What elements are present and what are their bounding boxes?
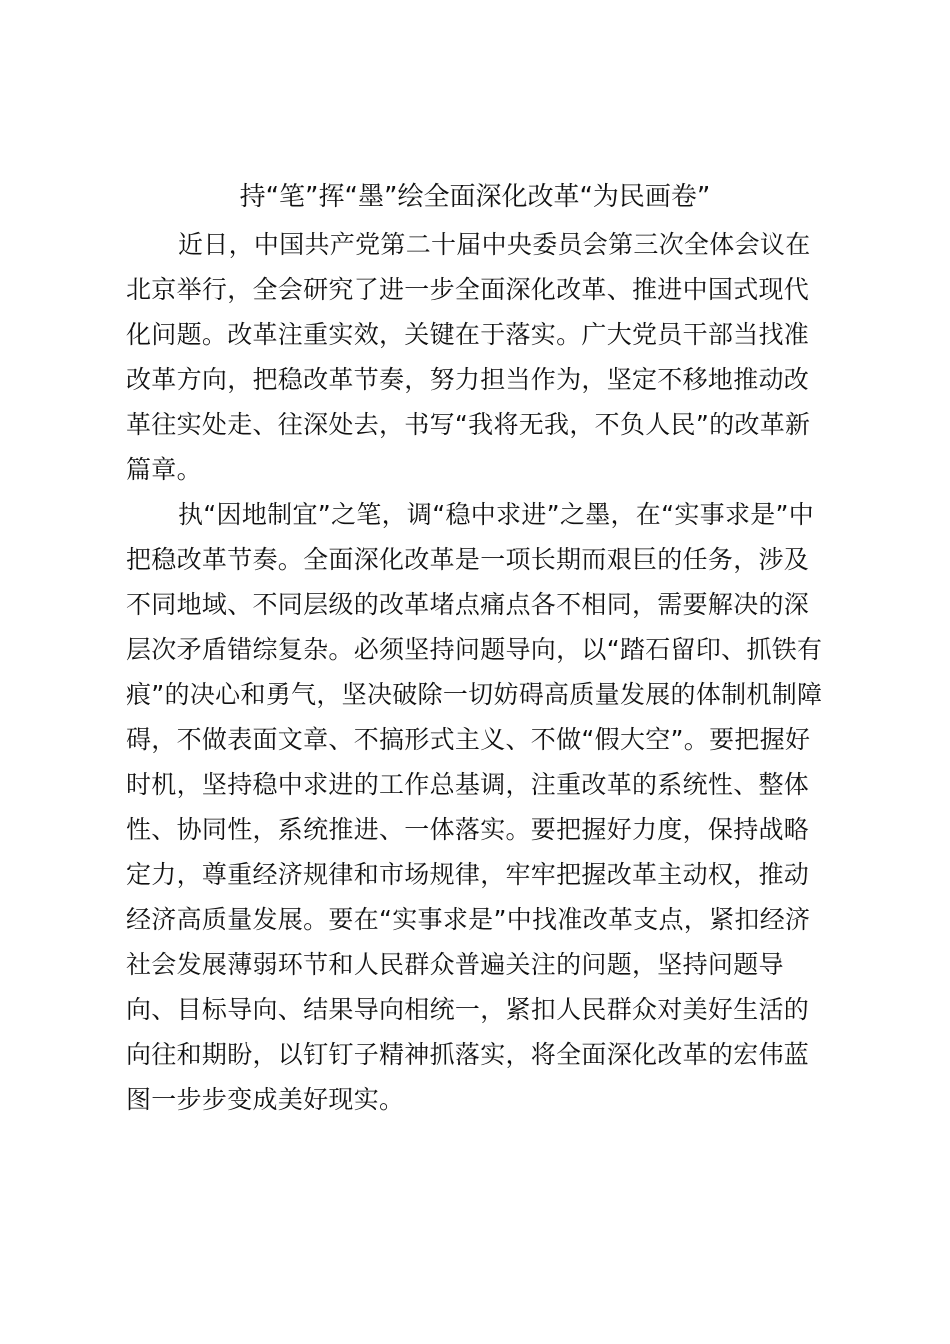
text-line: 篇章。	[126, 455, 202, 484]
paragraph-2	[126, 492, 832, 1122]
text-line: 时机，坚持稳中求进的工作总基调，注重改革的系统性、整体	[126, 770, 810, 799]
text-line: 图一步步变成美好现实。	[126, 1085, 405, 1114]
text-line: 碍，不做表面文章、不搞形式主义、不做“假大空”。要把握好	[126, 725, 811, 754]
text-line: 层次矛盾错综复杂。必须坚持问题导向，以“踏石留印、抓铁有	[126, 635, 823, 664]
document-title: 持“笔”挥“墨”绘全面深化改革“为民画卷”	[239, 182, 711, 212]
document-body	[126, 222, 832, 1122]
text-line: 革往实处走、往深处去，书写“我将无我，不负人民”的改革新	[126, 410, 811, 439]
text-line: 化问题。改革注重实效，关键在于落实。广大党员干部当找准	[126, 320, 810, 349]
text-line: 不同地域、不同层级的改革堵点痛点各不相同，需要解决的深	[126, 590, 810, 619]
text-line: 把稳改革节奏。全面深化改革是一项长期而艰巨的任务，涉及	[126, 545, 810, 574]
text-line: 向、目标导向、结果导向相统一，紧扣人民群众对美好生活的	[126, 995, 810, 1024]
text-line: 定力，尊重经济规律和市场规律，牢牢把握改革主动权，推动	[126, 860, 810, 889]
text-line: 性、协同性，系统推进、一体落实。要把握好力度，保持战略	[126, 815, 810, 844]
paragraph-1	[126, 222, 832, 492]
text-line: 改革方向，把稳改革节奏，努力担当作为，坚定不移地推动改	[126, 365, 810, 394]
text-line: 执“因地制宜”之笔，调“稳中求进”之墨，在“实事求是”中	[178, 500, 815, 529]
text-line: 经济高质量发展。要在“实事求是”中找准改革支点，紧扣经济	[126, 905, 811, 934]
text-line: 北京举行，全会研究了进一步全面深化改革、推进中国式现代	[126, 275, 810, 304]
text-line: 痕”的决心和勇气，坚决破除一切妨碍高质量发展的体制机制障	[126, 680, 823, 709]
text-line: 近日，中国共产党第二十届中央委员会第三次全体会议在	[178, 230, 811, 259]
text-line: 社会发展薄弱环节和人民群众普遍关注的问题，坚持问题导	[126, 950, 784, 979]
text-line: 向往和期盼，以钉钉子精神抓落实，将全面深化改革的宏伟蓝	[126, 1040, 810, 1069]
